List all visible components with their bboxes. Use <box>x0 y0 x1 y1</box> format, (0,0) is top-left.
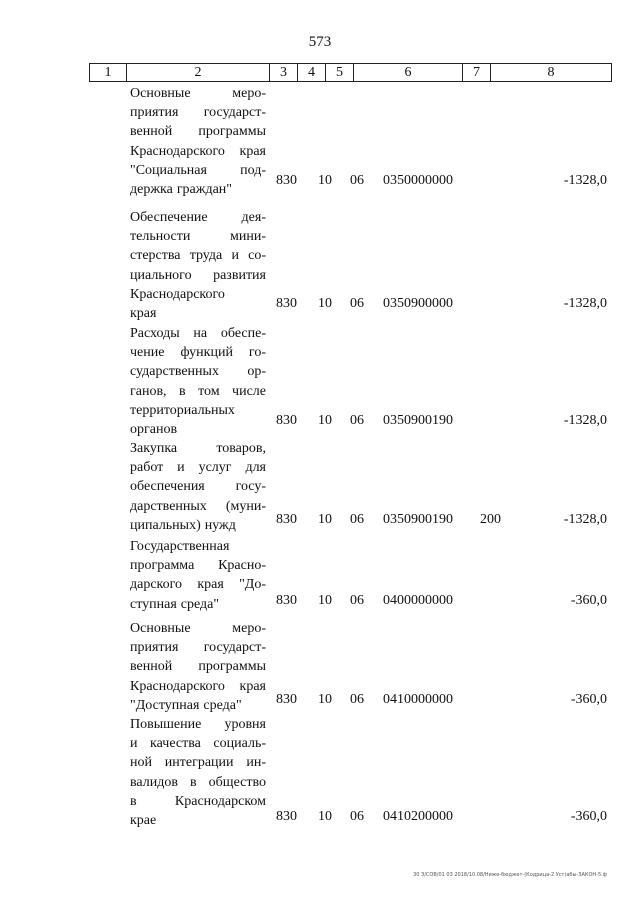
description-line: держка граждан" <box>130 182 232 198</box>
description-line: ступная среда" <box>130 596 220 612</box>
document-footer-path: 30 З/СОВ/01 03 2018/10.08/Ниже-бюджет-(Кодрица-2 Уст)абы-ЗАКОН-5.ф <box>413 872 607 878</box>
cell-section: 10 <box>318 809 332 824</box>
cell-section: 10 <box>318 173 332 188</box>
cell-ministry-code: 830 <box>276 173 297 188</box>
description-line: чение функций го- <box>130 345 266 361</box>
cell-ministry-code: 830 <box>276 512 297 527</box>
cell-subsection: 06 <box>350 692 364 707</box>
cell-amount: -1328,0 <box>563 173 607 188</box>
description-line: "Доступная среда" <box>130 697 242 713</box>
cell-section: 10 <box>318 413 332 428</box>
cell-target-code: 0400000000 <box>383 593 453 608</box>
cell-subsection: 06 <box>350 173 364 188</box>
cell-subsection: 06 <box>350 593 364 608</box>
cell-amount: -360,0 <box>570 593 607 608</box>
row-description <box>130 619 266 715</box>
cell-amount: -1328,0 <box>563 512 607 527</box>
description-line: обеспечения госу- <box>130 479 266 495</box>
description-line: Краснодарского края <box>130 678 266 694</box>
description-line: Государственная <box>130 539 230 554</box>
table-header <box>89 63 612 82</box>
cell-ministry-code: 830 <box>276 692 297 707</box>
cell-section: 10 <box>318 692 332 707</box>
description-line: сударственных ор- <box>130 364 266 380</box>
description-line: венной программы <box>130 124 266 140</box>
cell-section: 10 <box>318 296 332 311</box>
description-line: Расходы на обеспе- <box>130 326 266 341</box>
row-description <box>130 208 266 323</box>
header-col-8: 8 <box>547 65 555 80</box>
cell-amount: -360,0 <box>570 809 607 824</box>
description-line: Основные меро- <box>130 86 266 101</box>
description-line: Основные меро- <box>130 621 266 636</box>
cell-target-code: 0350900190 <box>383 413 453 428</box>
cell-ministry-code: 830 <box>276 413 297 428</box>
description-line: ной интеграции ин- <box>130 755 266 771</box>
description-line: органов <box>130 422 178 438</box>
description-line: ганов, в том числе <box>130 383 266 399</box>
cell-subsection: 06 <box>350 296 364 311</box>
description-line: Краснодарского края <box>130 143 266 159</box>
header-col-4: 4 <box>298 64 326 81</box>
description-line: и качества социаль- <box>130 736 266 752</box>
cell-subsection: 06 <box>350 413 364 428</box>
row-description <box>130 439 266 535</box>
description-line: венной программы <box>130 659 266 675</box>
description-line: Закупка товаров, <box>130 441 266 456</box>
cell-target-code: 0410200000 <box>383 809 453 824</box>
description-line: края <box>130 306 157 322</box>
cell-target-code: 0350900000 <box>383 296 453 311</box>
cell-ministry-code: 830 <box>276 593 297 608</box>
header-col-1: 1 <box>90 64 127 81</box>
description-line: территориальных <box>130 402 235 418</box>
header-col-7: 7 <box>463 64 491 81</box>
header-col-5: 5 <box>326 64 354 81</box>
description-line: Обеспечение дея- <box>130 210 266 225</box>
cell-subsection: 06 <box>350 809 364 824</box>
header-col-6: 6 <box>354 64 463 81</box>
description-line: "Социальная под- <box>130 162 266 178</box>
description-line: стерства труда и со- <box>130 248 266 264</box>
row-description <box>130 537 266 614</box>
description-line: работ и услуг для <box>130 460 266 476</box>
description-line: крае <box>130 813 157 829</box>
description-line: Краснодарского <box>130 286 225 302</box>
row-description <box>130 324 266 439</box>
description-line: валидов в общество <box>130 774 266 790</box>
description-line: в Краснодарском <box>130 793 266 809</box>
cell-target-code: 0350000000 <box>383 173 453 188</box>
description-line: приятия государст- <box>130 640 266 656</box>
cell-subsection: 06 <box>350 512 364 527</box>
cell-ministry-code: 830 <box>276 809 297 824</box>
description-line: тельности мини- <box>130 229 266 245</box>
cell-ministry-code: 830 <box>276 296 297 311</box>
row-description <box>130 715 266 830</box>
description-line: ципальных) нужд <box>130 517 236 533</box>
cell-section: 10 <box>318 593 332 608</box>
description-line: дарственных (муни- <box>130 498 266 514</box>
header-col-2: 2 <box>127 64 270 81</box>
header-col-3: 3 <box>270 64 298 81</box>
cell-target-code: 0350900190 <box>383 512 453 527</box>
row-description <box>130 84 266 199</box>
cell-amount: -1328,0 <box>563 413 607 428</box>
cell-section: 10 <box>318 512 332 527</box>
description-line: приятия государст- <box>130 105 266 121</box>
description-line: программа Красно- <box>130 558 266 574</box>
description-line: дарского края "До- <box>130 577 266 593</box>
cell-target-code: 0410000000 <box>383 692 453 707</box>
cell-amount: -360,0 <box>570 692 607 707</box>
description-line: Повышение уровня <box>130 717 266 732</box>
page-number: 573 <box>308 34 332 50</box>
cell-amount: -1328,0 <box>563 296 607 311</box>
cell-expense-type: 200 <box>480 512 501 527</box>
description-line: циального развития <box>130 267 266 283</box>
